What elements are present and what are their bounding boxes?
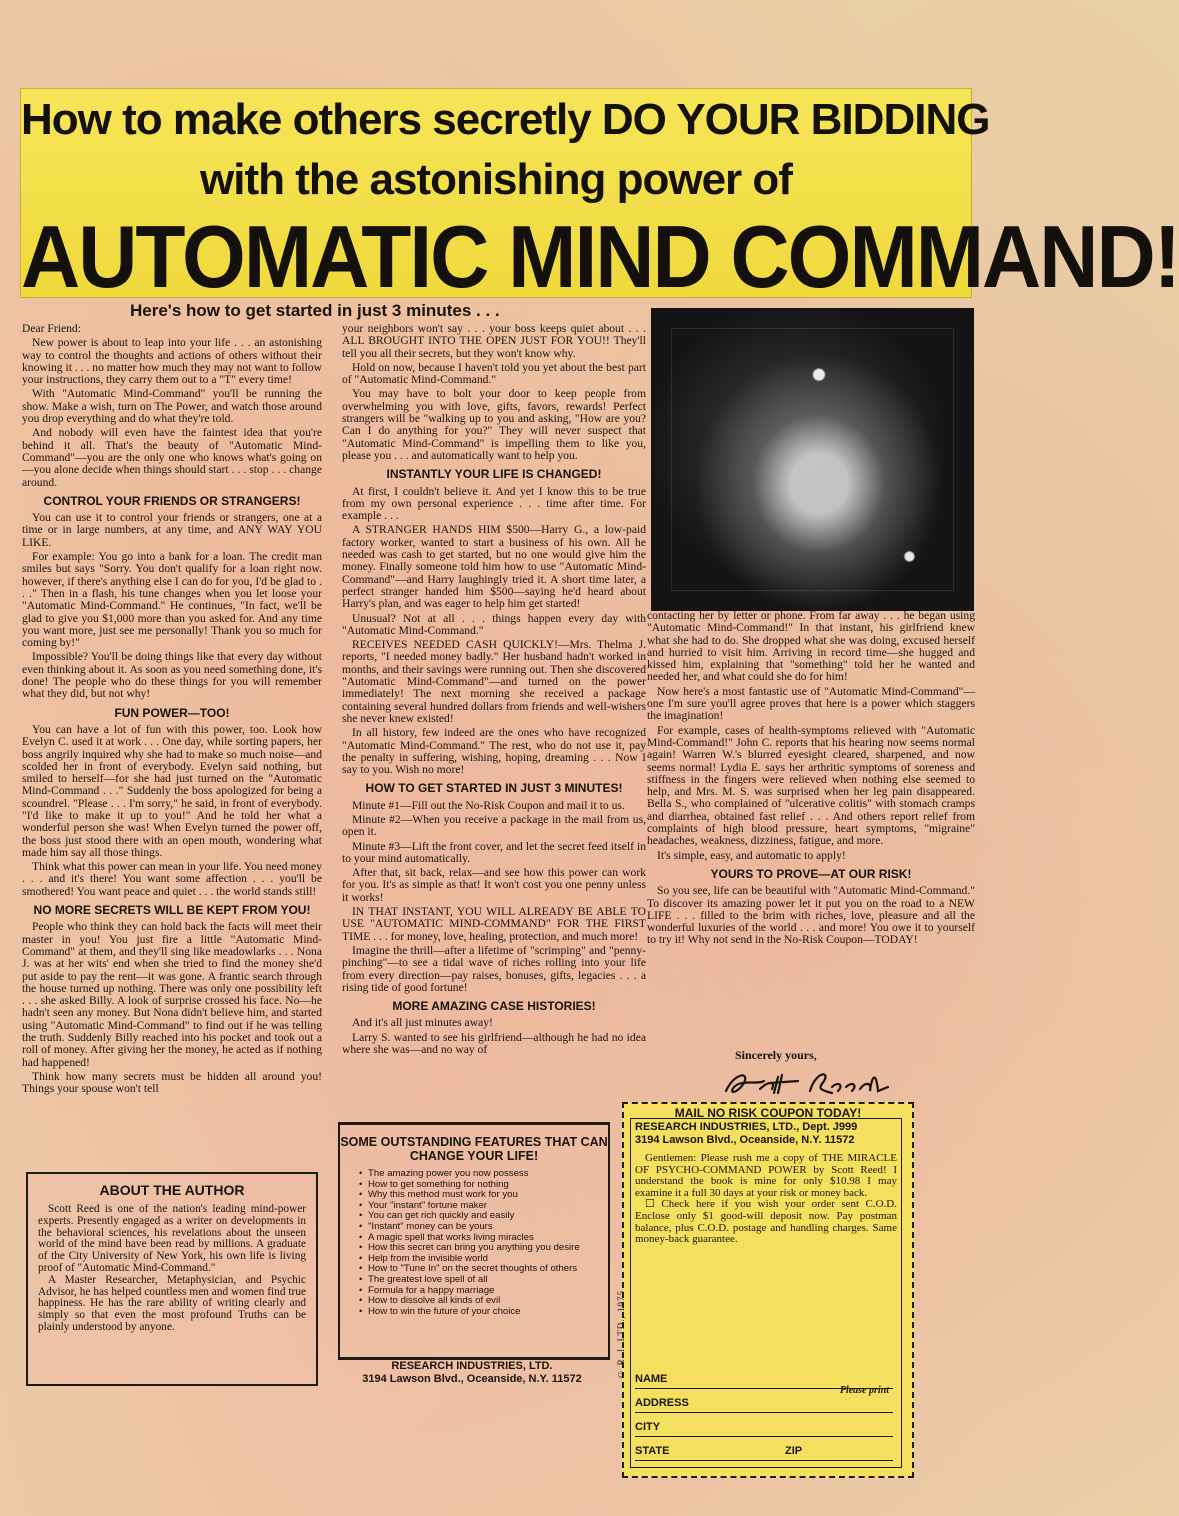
paragraph: So you see, life can be beautiful with "Automatic Mind-Command." To discover its amazing power let it put you on the road to a NEW LIFE . . . filled to the brim with riches, love, pleasure and all the wonderful luxuries of the world . . . and more! You owe it to yourself to try it! Why not send in the No-Risk Coupon—TODAY! (647, 884, 975, 947)
feature-item: • How this secret can bring you anything you desire (368, 1243, 608, 1254)
coupon-company-line-1: RESEARCH INDUSTRIES, LTD., Dept. J999 (635, 1121, 858, 1133)
feature-item: • Your "instant" fortune maker (368, 1201, 608, 1212)
about-author-box (26, 1172, 318, 1386)
feature-item: • You can get rich quickly and easily (368, 1211, 608, 1222)
author-bio: A Master Researcher, Metaphysician, and Psychic Advisor, he has helped countless men and women find true happiness. He has the rare ability of writing clearly and simply so that even the most profound Truths can be plainly understood by anyone. (38, 1273, 306, 1333)
paragraph: Minute #3—Lift the front cover, and let the secret feed itself in to your mind automatically. (342, 839, 646, 865)
copyright: © R. I. LTD., 1975 (616, 1290, 626, 1380)
paragraph: People who think they can hold back the facts will meet their master in you! You just fire a little "Automatic Mind-Command" at them, and they'll sing like meadowlarks . . . Nona J. was at her wits' end when she tried to find the money she'd put aside to pay the rent—it was gone. A frantic search through the house turned up nothing. There was only one possibility left . . . she asked Billy. A look of surprise crossed his face. No—he hadn't seen any money. But Nona didn't believe him, and started using "Automatic Mind-Command" to find out if he was telling the truth. Suddenly Billy reached into his pocket and took out a roll of money. After giving her the money, he acted as if nothing had happened! (22, 920, 322, 1069)
feature-item: • How to "Tune In" on the secret thoughts of others (368, 1264, 608, 1275)
feature-item: • How to win the future of your choice (368, 1307, 608, 1318)
paragraph: Imagine the thrill—after a lifetime of "scrimping" and "penny-pinching"—to see a tidal wave of riches rolling into your life from every direction—pay raises, bonuses, gifts, legacies . . . a rising tide of good fortune! (342, 943, 646, 994)
order-coupon[interactable] (622, 1102, 914, 1478)
feature-item: • "Instant" money can be yours (368, 1222, 608, 1233)
paragraph: New power is about to leap into your life . . . an astonishing way to control the thoughts and actions of others without their knowing it . . . no matter how much they may not want to follow your instructions, they carry them out to a "T" every time! (22, 336, 322, 387)
company-info (338, 1360, 606, 1386)
city-field[interactable] (635, 1421, 893, 1437)
paragraph: your neighbors won't say . . . your boss keeps quiet about . . . ALL BROUGHT INTO THE OPEN JUST FOR YOU!! They'll tell you all their secrets, but they won't know why. (342, 322, 646, 360)
section-heading: YOURS TO PROVE—AT OUR RISK! (710, 866, 912, 881)
state-zip-field[interactable] (635, 1445, 893, 1461)
headline-banner (20, 88, 1179, 307)
features-box (338, 1122, 610, 1360)
paragraph: Impossible? You'll be doing things like that every day without even thinking about it. As soon as you need something done, it's done! The people who do these things for you will remember what they did, but not why! (22, 650, 322, 701)
section-heading: CONTROL YOUR FRIENDS OR STRANGERS! (43, 493, 301, 508)
paragraph: You may have to bolt your door to keep people from overwhelming you with love, gifts, favors, rewards! Perfect strangers will be "walking up to you and asking, "How are you? Can I do anything for you?" They will never suspect that "Automatic Mind-Command" is impelling them to like you, please you . . . and automatically want to help you. (342, 387, 646, 462)
paragraph: Hold on now, because I haven't told you yet about the best part of "Automatic Mind-Command." (342, 360, 646, 387)
coupon-company-line-2: 3194 Lawson Blvd., Oceanside, N.Y. 11572 (635, 1134, 855, 1146)
features-title: SOME OUTSTANDING FEATURES THAT CAN CHANGE YOUR LIFE! (340, 1135, 608, 1163)
feature-item: • The amazing power you now possess (368, 1169, 608, 1180)
signature-scott-reed (720, 1063, 890, 1101)
author-bio: Scott Reed is one of the nation's leading mind-power experts. Presently engaged as a writer on developments in the behavioral sciences, his revelations about the unseen world of the mind have been read by millions. A graduate of the City University of New York, his own life is living proof of "Automatic Mind-Command." (38, 1203, 306, 1274)
feature-item: • Formula for a happy marriage (368, 1286, 608, 1297)
feature-item: • The greatest love spell of all (368, 1275, 608, 1286)
feature-item: • A magic spell that works living miracles (368, 1233, 608, 1244)
section-heading: FUN POWER—TOO! (114, 705, 230, 720)
paragraph: contacting her by letter or phone. From far away . . . he began using "Automatic Mind-Command!" In that instant, his girlfriend knew what she had to do. She dropped what she was doing, excused herself and hurried to visit him. Arriving in record time—she hugged and kissed him, explaining that "something" told her he wanted and needed her, and what could she do for him! (647, 609, 975, 684)
paragraph: Minute #2—When you receive a package in the mail from us, open it. (342, 812, 646, 839)
headline-line-2: with the astonishing power of (200, 155, 792, 204)
paragraph: Now here's a most fantastic use of "Automatic Mind-Command"—one I'm sure you'll agree proves that here is a power which staggers the imagination! (647, 684, 975, 723)
address-field[interactable] (635, 1397, 893, 1413)
feature-item: • Help from the invisible world (368, 1254, 608, 1265)
paragraph: For example: You go into a bank for a loan. The credit man smiles but says "Sorry. You don't qualify for a loan right now. however, if there's anything else I can do for you, I'd be glad to . . ." Then in a flash, his tune changes when you let loose your "Automatic Mind-Command." He continues, "In fact, we'll be glad to give you $1,000 more than you asked for. And any time you want more, just see me personally! Thank you so much for coming by!" (22, 550, 322, 650)
subhead: Here's how to get started in just 3 minutes . . . (130, 301, 500, 320)
coupon-title: MAIL NO RISK COUPON TODAY! (674, 1106, 862, 1120)
mind-power-photo (651, 308, 974, 611)
company-address: 3194 Lawson Blvd., Oceanside, N.Y. 11572 (362, 1373, 582, 1385)
section-heading: MORE AMAZING CASE HISTORIES! (392, 999, 596, 1014)
paragraph: IN THAT INSTANT, YOU WILL ALREADY BE ABLE TO USE "AUTOMATIC MIND-COMMAND" FOR THE FIRST TIME . . . for money, love, healing, protection, and much more! (342, 905, 646, 943)
name-field[interactable] (635, 1373, 893, 1396)
name-label: NAME (635, 1373, 668, 1385)
headline-line-1: How to make others secretly DO YOUR BIDDING (21, 95, 990, 144)
headline-line-3: AUTOMATIC MIND COMMAND! (21, 208, 1179, 307)
coupon-cod-option[interactable]: ☐ Check here if you wish your order sent C.O.D. Enclose only $1 good-will deposit now. Pay postman balance, plus C.O.D. postage and handling charges. Same money-back guarantee. (635, 1198, 897, 1246)
paragraph: RECEIVES NEEDED CASH QUICKLY!—Mrs. Thelma J. reports, "I needed money badly." Her husband hadn't worked in months, and their savings were running out. Then she discovered "Automatic Mind-Command"—and turned on the power immediately! The next morning she received a package containing several hundred dollars from friends and well-wishers she never knew existed! (342, 638, 646, 725)
coupon-form (630, 1118, 902, 1468)
please-print-note: Please print (839, 1385, 889, 1396)
address-label: ADDRESS (635, 1397, 689, 1409)
paragraph: For example, cases of health-symptoms relieved with "Automatic Mind-Command!" John C. reports that his hearing now seems normal again! Warren W.'s blurred eyesight cleared, sharpened, and now seems normal! Lydia E. says her arthritic symptoms of soreness and stiffness in the fingers were relieved when nothing else seemed to help, and Mrs. M. S. was surprised when her leg pain disappeared. Bella S., who complained of "ulcerative colitis" with stomach cramps and diarrhea, obtained fast relief . . . And others report relief from complaints of high blood pressure, heart symptoms, "migraine" headaches, weakness, dizziness, fatigue, and more. (647, 723, 975, 848)
state-label: STATE (635, 1445, 670, 1457)
paragraph: Think what this power can mean in your life. You need money . . . and it's there! You want some affection . . . you'll be smothered! You want peace and quiet . . . the world stands still! (22, 860, 322, 898)
feature-item: • How to dissolve all kinds of evil (368, 1296, 608, 1307)
coupon-order-text: Gentlemen: Please rush me a copy of THE MIRACLE OF PSYCHO-COMMAND POWER by Scott Reed! I understand the book is mine for only $10.98 I may examine it a full 30 days at your risk or money back. (635, 1152, 897, 1199)
paragraph: And nobody will even have the faintest idea that you're behind it all. That's the beauty of "Automatic Mind-Command"—you are the only one who knows what's going on—you alone decide when things should start . . . stop . . . change around. (22, 426, 322, 489)
paragraph: A STRANGER HANDS HIM $500—Harry G., a low-paid factory worker, wanted to start a business of his own. All he needed was cash to get started, but no one would give him the money. Finally someone told him how to use "Automatic Mind-Command"—and Harry laughingly tried it. A short time later, a perfect stranger handed him $500—saying he'd heard about Harry's plan, and was eager to help him get started! (342, 523, 646, 611)
section-heading: INSTANTLY YOUR LIFE IS CHANGED! (386, 467, 602, 482)
paragraph: Think how many secrets must be hidden all around you! Things your spouse won't tell (22, 1069, 322, 1096)
feature-item: • Why this method must work for you (368, 1190, 608, 1201)
paragraph: At first, I couldn't believe it. And yet I know this to be true from my own personal experience . . . time after time. For example . . . (342, 484, 646, 523)
body-column-1 (22, 323, 322, 1165)
paragraph: It's simple, easy, and automatic to apply! (657, 848, 846, 862)
paragraph: And it's all just minutes away! (352, 1016, 493, 1030)
paragraph: In all history, few indeed are the ones who have recognized "Automatic Mind-Command." The rest, who do not use it, pay the penalty in suffering, wishing, hoping, dreaming . . . Now I say to you. Wish no more! (342, 726, 646, 777)
sign-off: Sincerely yours, (735, 1048, 817, 1062)
paragraph: Larry S. wanted to see his girlfriend—although he had no idea where she was—and no way of (342, 1030, 646, 1057)
body-column-2 (342, 323, 646, 1123)
city-label: CITY (635, 1421, 661, 1433)
body-column-3 (647, 610, 975, 1085)
paragraph: You can have a lot of fun with this power, too. Look how Evelyn C. used it at work . . . One day, while sorting papers, her boss angrily inquired why she had to make so much noise—and scolded her in front of everybody. Evelyn said nothing, but smiled to herself—for she had just turned on the "Automatic Mind-Command . . ." Suddenly the boss apologized for being a scoundrel. "Please . . . I'm sorry," he said, in front of everybody. "I'd like to make it up to you!" And he told her what a wonderful person she was! When Evelyn turned the power off, the boss just stood there with an open mouth, wondering what made him say all those things. (22, 722, 322, 859)
paragraph: Unusual? Not at all . . . things happen every day with "Automatic Mind-Command." (342, 611, 646, 637)
paragraph: You can use it to control your friends or strangers, one at a time or in large numbers, at any time, and ANY WAY YOU LIKE. (22, 511, 322, 549)
paragraph: With "Automatic Mind-Command" you'll be running the show. Make a wish, turn on The Power, and watch those around you drop everything and do what they're told. (22, 387, 322, 426)
company-name: RESEARCH INDUSTRIES, LTD. (391, 1360, 553, 1372)
feature-item: • How to get something for nothing (368, 1180, 608, 1191)
features-list (340, 1169, 608, 1317)
about-author-title: ABOUT THE AUTHOR (99, 1182, 245, 1198)
section-heading: NO MORE SECRETS WILL BE KEPT FROM YOU! (33, 903, 311, 918)
zip-label: ZIP (785, 1445, 803, 1457)
section-heading: HOW TO GET STARTED IN JUST 3 MINUTES! (365, 781, 623, 796)
paragraph: After that, sit back, relax—and see how this power can work for you. It's as simple as that! It won't cost you one penny unless it works! (342, 866, 646, 904)
paragraph: Minute #1—Fill out the No-Risk Coupon and mail it to us. (352, 798, 625, 812)
greeting: Dear Friend: (22, 322, 81, 335)
